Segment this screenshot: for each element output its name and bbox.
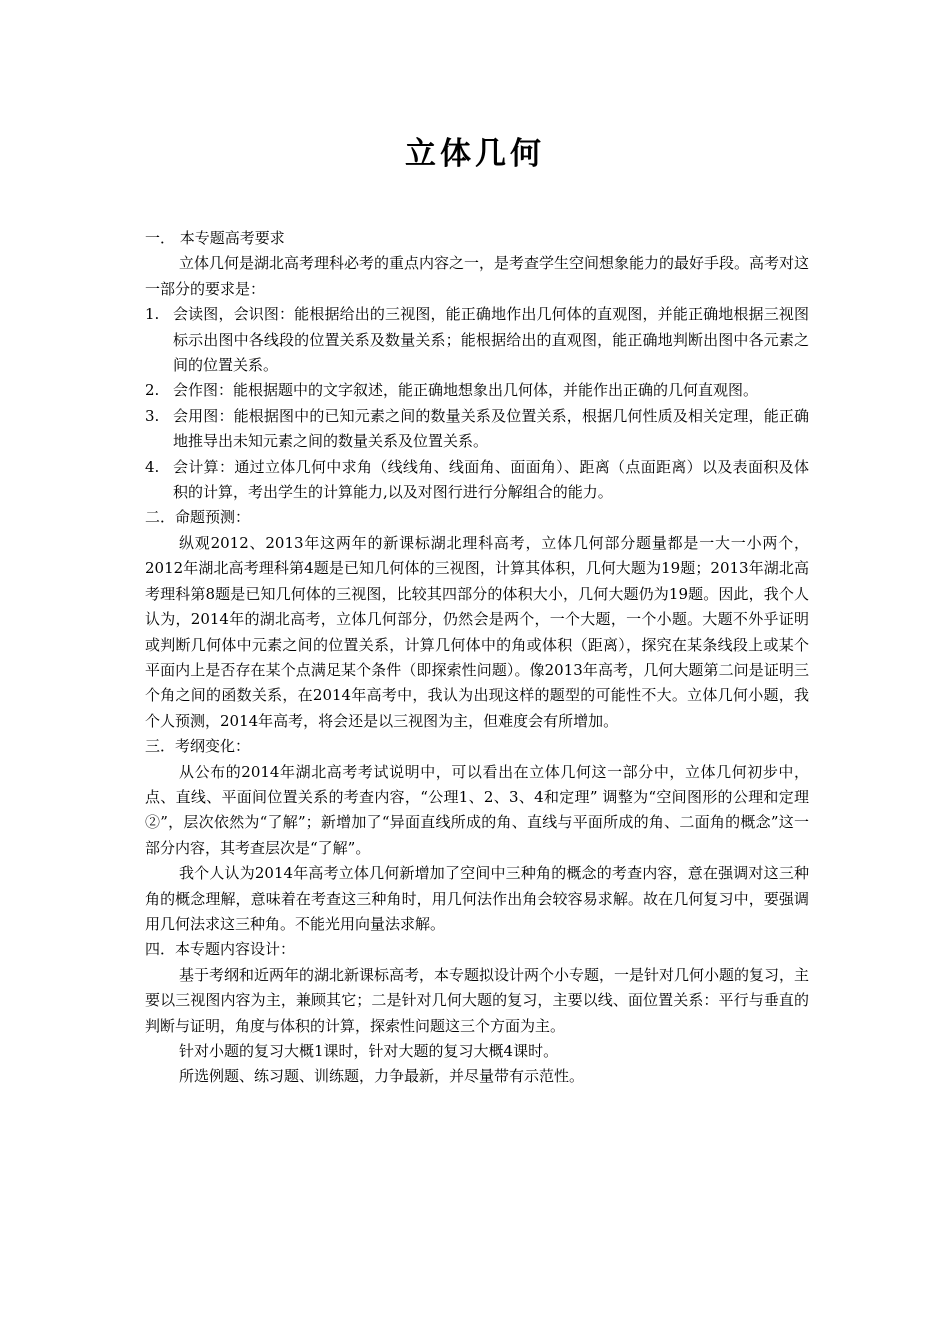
section-4-heading: 四．本专题内容设计： [145, 940, 296, 959]
section-1-heading: 一． 本专题高考要求 [145, 229, 285, 247]
section-2-heading: 二．命题预测： [145, 508, 251, 527]
document-body [145, 226, 809, 1090]
list-item-text: 会作图：能根据题中的文字叙述，能正确地想象出几何体，并能作出正确的几何直观图。 [173, 381, 759, 400]
section-4-paragraph-1: 基于考纲和近两年的湖北新课标高考，本专题拟设计两个小专题，一是针对几何小题的复习，主要以三视图内容为主，兼顾其它；二是针对几何大题的复习，主要以线、面位置关系：平行与垂直的判断与证明，角度与体积的计算，探索性问题这三个方面为主。 [145, 965, 810, 1035]
section-1-intro: 立体几何是湖北高考理科必考的重点内容之一，是考查学生空间想象能力的最好手段。高考对这一部分的要求是： [145, 254, 810, 298]
section-4-paragraph-2: 针对小题的复习大概1课时，针对大题的复习大概4课时。 [179, 1042, 559, 1060]
list-item [145, 378, 809, 403]
requirements-list [145, 302, 809, 505]
list-item-number: 1. [145, 305, 160, 324]
list-item-text: 会读图，会识图：能根据给出的三视图，能正确地作出几何体的直观图，并能正确地根据三视图标示出图中各线段的位置关系及数量关系；能根据给出的直观图，能正确地判断出图中各元素之间的位置关系。 [173, 305, 809, 375]
list-item-text: 会计算：通过立体几何中求角（线线角、线面角、面面角）、距离（点面距离）以及表面积及体积的计算，考出学生的计算能力,以及对图行进行分解组合的能力。 [173, 457, 809, 502]
section-2-paragraph: 纵观2012、2013年这两年的新课标湖北理科高考，立体几何部分题量都是一大一小两个，2012年湖北高考理科第4题是已知几何体的三视图，计算其体积，几何大题为19题；2013年湖北高考理科第8题是已知几何体的三视图，比较其四部分的体积大小，几何大题仍为19题。因此，我个人认为，2014年的湖北高考，立体几何部分，仍然会是两个，一个大题，一个小题。大题不外乎证明或判断几何体中元素之间的位置关系，计算几何体中的角或体积（距离），探究在某条线段上或某个平面内上是否存在某个点满足某个条件（即探索性问题）。像2013年高考，几何大题第二问是证明三个角之间的函数关系，在2014年高考中，我认为出现这样的题型的可能性不大。立体几何小题，我个人预测，2014年高考，将会还是以三视图为主，但难度会有所增加。 [145, 533, 809, 730]
list-item-number: 4. [145, 457, 160, 476]
list-item [145, 404, 809, 455]
section-3-heading: 三．考纲变化： [145, 737, 251, 756]
list-item [145, 455, 809, 506]
list-item-text: 会用图：能根据图中的已知元素之间的数量关系及位置关系，根据几何性质及相关定理，能正确地推导出未知元素之间的数量关系及位置关系。 [173, 406, 809, 451]
section-3-paragraph-1: 从公布的2014年湖北高考考试说明中，可以看出在立体几何这一部分中，立体几何初步中，点、直线、平面间位置关系的考查内容，“公理1、2、3、4和定理” 调整为“空间图形的公理和定理②”，层次依然为“了解”；新增加了“异面直线所成的角、直线与平面所成的角、二面角的概念”这一部分内容，其考查层次是“了解”。 [145, 762, 809, 857]
list-item-number: 3. [145, 406, 160, 425]
section-3-paragraph-2: 我个人认为2014年高考立体几何新增加了空间中三种角的概念的考查内容，意在强调对这三种角的概念理解，意味着在考查这三种角时，用几何法作出角会较容易求解。故在几何复习中，要强调用几何法求这三种角。不能光用向量法求解。 [145, 864, 809, 933]
list-item-number: 2. [145, 381, 160, 400]
list-item [145, 302, 809, 378]
page-title: 立体几何 [405, 136, 545, 172]
section-4-paragraph-3: 所选例题、练习题、训练题，力争最新，并尽量带有示范性。 [179, 1067, 585, 1086]
